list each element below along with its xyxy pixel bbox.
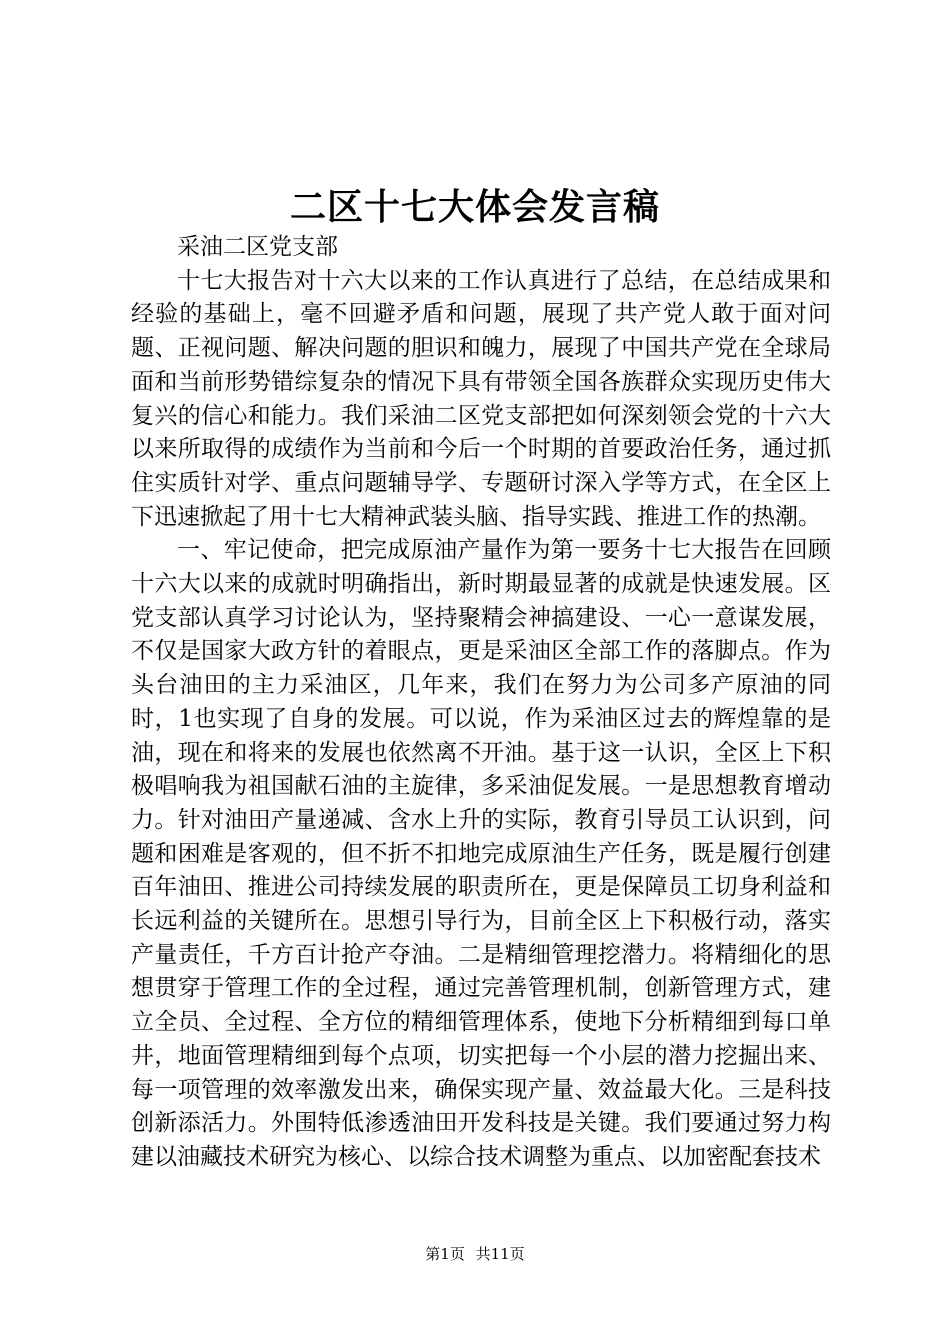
author-line: 采油二区党支部 <box>177 234 338 260</box>
page-total: 共11页 <box>475 1245 525 1263</box>
document-title: 二区十七大体会发言稿 <box>289 186 660 228</box>
page-number: 第1页 <box>425 1245 465 1263</box>
paragraph: 十七大报告对十六大以来的工作认真进行了总结，在总结成果和经验的基础上，毫不回避矛盾和问题，展现了共产党人敢于面对问题、正视问题、解决问题的胆识和魄力，展现了中国共产党在全球局面和当前形势错综复杂的情况下具有带领全国各族群众实现历史伟大复兴的信心和能力。我们采油二区党支部把如何深刻领会党的十六大以来所取得的成绩作为当前和今后一个时期的首要政治任务，通过抓住实质针对学、重点问题辅导学、专题研讨深入学等方式，在全区上下迅速掀起了用十七大精神武装头脑、指导实践、推进工作的热潮。 <box>131 267 831 530</box>
paragraph: 一、牢记使命，把完成原油产量作为第一要务十七大报告在回顾十六大以来的成就时明确指出，新时期最显著的成就是快速发展。区党支部认真学习讨论认为，坚持聚精会神搞建设、一心一意谋发展，不仅是国家大政方针的着眼点，更是采油区全部工作的落脚点。作为头台油田的主力采油区，几年来，我们在努力为公司多产原油的同时，1也实现了自身的发展。可以说，作为采油区过去的辉煌靠的是油，现在和将来的发展也依然离不开油。基于这一认识，全区上下积极唱响我为祖国献石油的主旋律，多采油促发展。一是思想教育增动力。针对油田产量递减、含水上升的实际，教育引导员工认识到，问题和困难是客观的，但不折不扣地完成原油生产任务，既是履行创建百年油田、推进公司持续发展的职责所在，更是保障员工切身利益和长远利益的关键所在。思想引导行为，目前全区上下积极行动，落实产量责任，千方百计抢产夺油。二是精细管理挖潜力。将精细化的思想贯穿于管理工作的全过程，通过完善管理机制，创新管理方式，建立全员、全过程、全方位的精细管理体系，使地下分析精细到每口单井，地面管理精细到每个点项，切实把每一个小层的潜力挖掘出来、每一项管理的效率激发出来，确保实现产量、效益最大化。三是科技创新添活力。外围特低渗透油田开发科技是关键。我们要通过努力构建以油藏技术研究为核心、以综合技术调整为重点、以加密配套技术 <box>131 537 831 1170</box>
page-footer <box>0 1243 950 1265</box>
document-body <box>131 231 831 1175</box>
